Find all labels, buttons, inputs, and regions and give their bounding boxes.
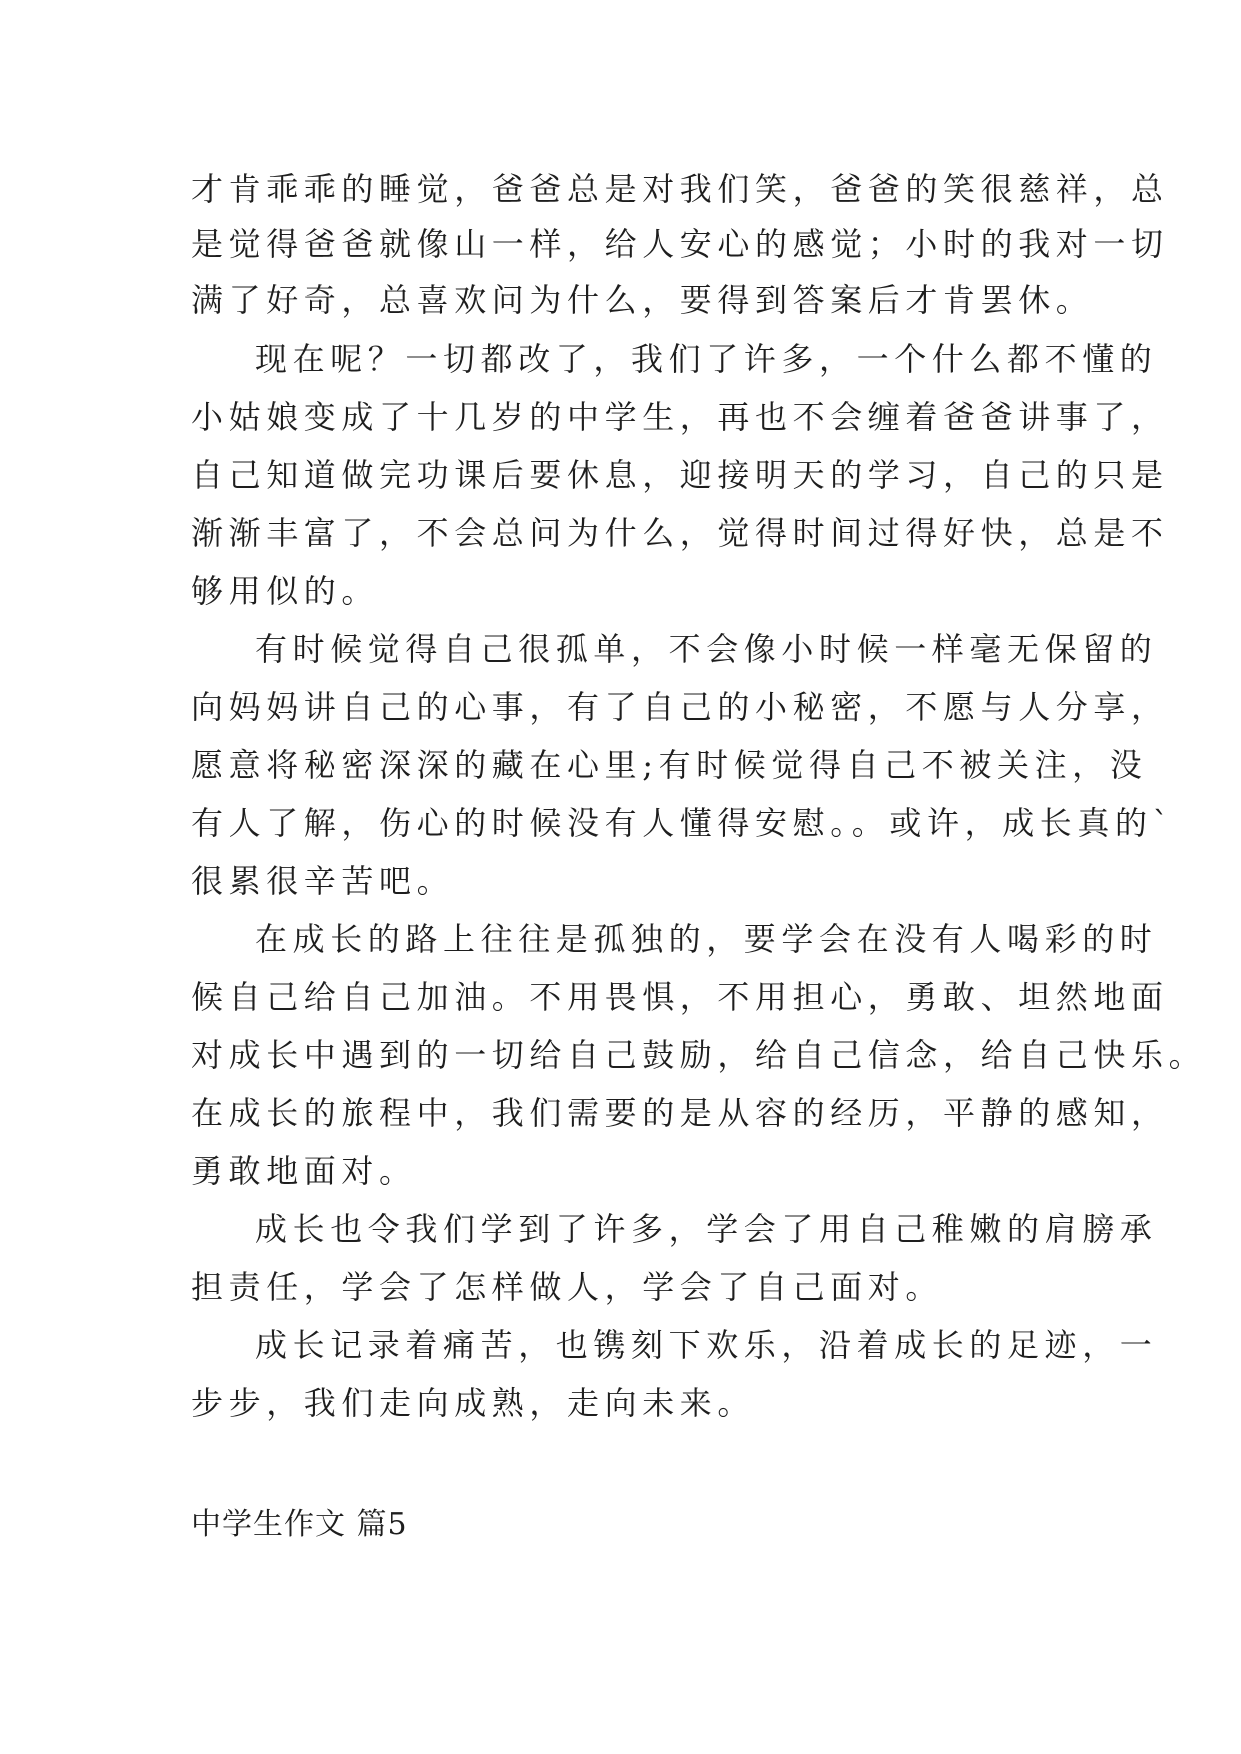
- section-heading: 中学生作文 篇5: [191, 1507, 408, 1542]
- text-line: 步步，我们走向成熟，走向未来。: [191, 1384, 756, 1422]
- text-line: 自己知道做完功课后要休息，迎接明天的学习，自己的只是: [191, 456, 1169, 494]
- paragraph-first-line: 现在呢？一切都改了，我们了许多，一个什么都不懂的: [255, 340, 1158, 378]
- text-line: 够用似的。: [191, 572, 380, 610]
- paragraph-first-line: 在成长的路上往往是孤独的，要学会在没有人喝彩的时: [255, 920, 1158, 958]
- text-line: 才肯乖乖的睡觉，爸爸总是对我们笑，爸爸的笑很慈祥，总: [191, 170, 1169, 208]
- text-line: 是觉得爸爸就像山一样，给人安心的感觉；小时的我对一切: [191, 225, 1169, 263]
- text-line: 小姑娘变成了十几岁的中学生，再也不会缠着爸爸讲事了，: [191, 398, 1169, 436]
- text-line: 勇敢地面对。: [191, 1152, 417, 1190]
- text-line: 向妈妈讲自己的心事，有了自己的小秘密，不愿与人分享，: [191, 688, 1169, 726]
- text-line: 担责任，学会了怎样做人，学会了自己面对。: [191, 1268, 944, 1306]
- paragraph-first-line: 成长记录着痛苦，也镌刻下欢乐，沿着成长的足迹，一: [255, 1326, 1158, 1364]
- text-line: 愿意将秘密深深的藏在心里;有时候觉得自己不被关注，没: [191, 746, 1148, 784]
- text-line: 有人了解，伤心的时候没有人懂得安慰。。或许，成长真的`: [191, 804, 1175, 842]
- text-line: 在成长的旅程中，我们需要的是从容的经历，平静的感知，: [191, 1094, 1169, 1132]
- paragraph-first-line: 成长也令我们学到了许多，学会了用自己稚嫩的肩膀承: [255, 1210, 1158, 1248]
- text-line: 满了好奇，总喜欢问为什么，要得到答案后才肯罢休。: [191, 281, 1094, 319]
- text-line: 候自己给自己加油。不用畏惧，不用担心，勇敢、坦然地面: [191, 978, 1169, 1016]
- text-line: 渐渐丰富了，不会总问为什么，觉得时间过得好快，总是不: [191, 514, 1169, 552]
- paragraph-first-line: 有时候觉得自己很孤单，不会像小时候一样毫无保留的: [255, 630, 1158, 668]
- text-line: 对成长中遇到的一切给自己鼓励，给自己信念，给自己快乐。: [191, 1036, 1207, 1074]
- text-line: 很累很辛苦吧。: [191, 862, 455, 900]
